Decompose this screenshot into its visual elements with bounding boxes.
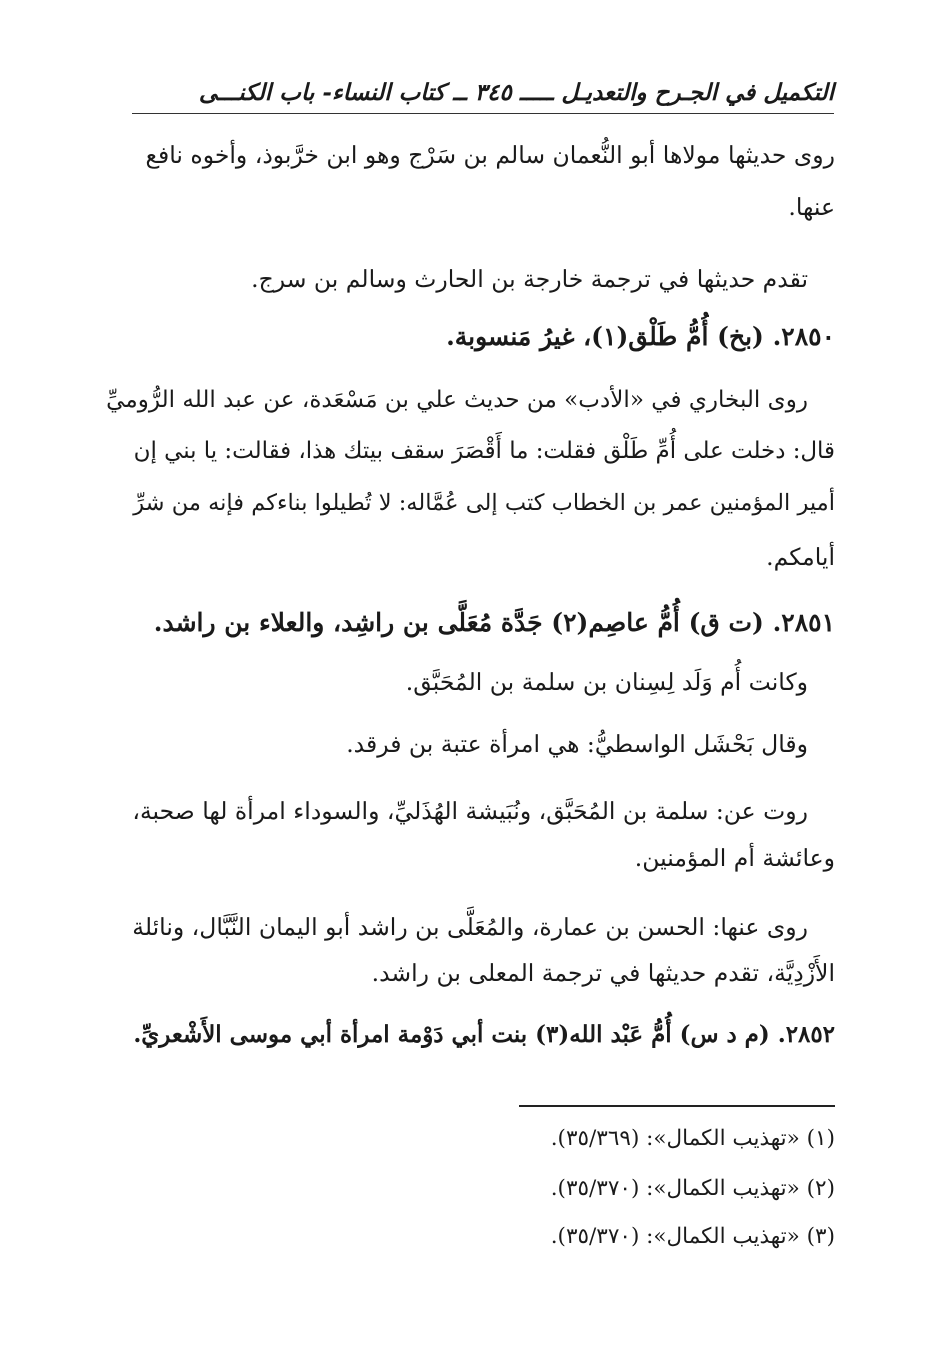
body-line-10: وكانت أُم وَلَد لِسِنان بن سلمة بن المُحَبَّق. [405,668,808,696]
body-line-12: روت عن: سلمة بن المُحَبَّق، ونُبَيشة الهُذَليِّ، والسوداء امرأة لها صحبة، [132,797,808,825]
body-line-3: تقدم حديثها في ترجمة خارجة بن الحارث وسالم بن سرج. [251,265,808,293]
body-line-8: أيامكم. [766,543,835,571]
body-line-13: وعائشة أم المؤمنين. [634,844,835,872]
body-line-14: روى عنها: الحسن بن عمارة، والمُعَلَّى بن راشد أبو اليمان النَّبَّال، ونائلة [132,913,808,941]
body-line-11: وقال بَحْشَل الواسطيُّ: هي امرأة عتبة بن فرقد. [346,730,808,758]
body-line-1: روى حديثها مولاها أبو النُّعمان سالم بن سَرْج وهو ابن خرَّبوذ، وأخوه نافع [145,141,835,169]
footnote-rule [519,1105,835,1107]
header-rule [132,113,834,114]
entry-heading-2850: ٢٨٥٠. (بخ) أُمُّ طَلْق(١)، غيرُ مَنسوبة. [446,322,835,351]
body-line-7: أمير المؤمنين عمر بن الخطاب كتب إلى عُمَّاله: لا تُطيلوا بناءكم فإنه من شرِّ [133,490,835,516]
entry-heading-2852: ٢٨٥٢. (م د س) أُمُّ عَبْد الله(٣) بنت أبي دَوْمة امرأة أبي موسى الأَشْعريِّ. [133,1021,835,1048]
running-head: التكميل في الجـرح والتعديـل ـــــ ٣٤٥ ــ كتاب النساء- باب الكنـــى [198,79,834,106]
footnote-3: (٣) «تهذيب الكمال»: (٣٥/٣٧٠). [550,1224,835,1249]
footnote-2: (٢) «تهذيب الكمال»: (٣٥/٣٧٠). [550,1176,835,1201]
body-line-6: قال: دخلت على أُمِّ طَلْق فقلت: ما أَقْصَرَ سقف بيتك هذا، فقالت: يا بني إن [133,438,835,464]
entry-heading-2851: ٢٨٥١. (ت ق) أُمُّ عاصِم(٢) جَدَّة مُعَلَّى بن راشِد، والعلاء بن راشد. [153,608,835,637]
body-line-15: الأَزْدِيَّة، تقدم حديثها في ترجمة المعلى بن راشد. [371,959,835,987]
body-line-5: روى البخاري في «الأدب» من حديث علي بن مَسْعَدة، عن عبد الله الرُّوميِّ [106,387,808,413]
footnote-1: (١) «تهذيب الكمال»: (٣٥/٣٦٩). [550,1126,835,1151]
body-line-2: عنها. [788,193,835,221]
